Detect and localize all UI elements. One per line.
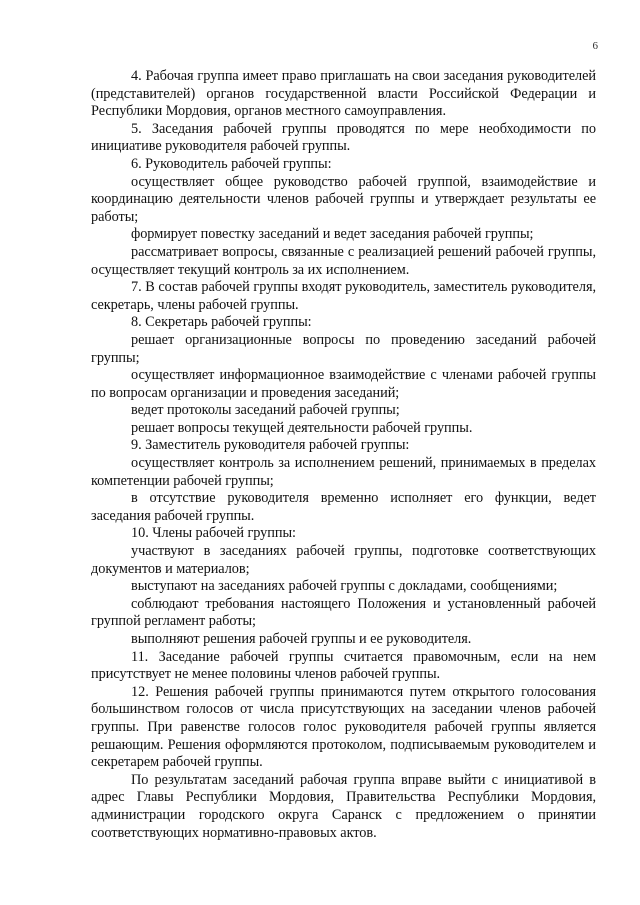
- paragraph-8-heading: 8. Секретарь рабочей группы:: [131, 314, 312, 331]
- page-number: 6: [592, 40, 598, 52]
- paragraph-8-item-2: осуществляет информационное взаимодействие с членами рабочей группы по вопросам организации и проведения заседаний;: [91, 367, 596, 401]
- paragraph-10-item-3: соблюдают требования настоящего Положения и установленный рабочей группой регламент работы;: [91, 595, 596, 630]
- paragraph-12: 12. Решения рабочей группы принимаются путем открытого голосования большинством голосов от числа присутствующих на заседании членов рабочей группы. При равенстве голосов голос руководителя рабочей группы является решающим. Решения оформляются протоколом, подписываемым руководителем и секретарем рабочей группы.: [91, 683, 596, 771]
- paragraph-6-item-3: рассматривает вопросы, связанные с реализацией решений рабочей группы, осуществляет текущий контроль за их исполнением.: [91, 243, 596, 278]
- paragraph-8-item-1: решает организационные вопросы по проведению заседаний рабочей группы;: [91, 331, 596, 366]
- paragraph-10-heading: 10. Члены рабочей группы:: [131, 525, 296, 542]
- paragraph-9-heading: 9. Заместитель руководителя рабочей группы:: [131, 437, 410, 454]
- paragraph-5: 5. Заседания рабочей группы проводятся по мере необходимости по инициативе руководителя рабочей группы.: [91, 120, 596, 155]
- document-body: [91, 68, 596, 842]
- paragraph-9-item-1: осуществляет контроль за исполнением решений, принимаемых в пределах компетенции рабочей группы;: [91, 455, 596, 489]
- paragraph-8-item-3: ведет протоколы заседаний рабочей группы;: [131, 402, 400, 419]
- paragraph-6-item-1: осуществляет общее руководство рабочей группой, взаимодействие и координацию деятельности членов рабочей группы и утверждает результаты ее работы;: [91, 173, 596, 225]
- paragraph-6-heading: 6. Руководитель рабочей группы:: [131, 155, 332, 172]
- paragraph-9-item-2: в отсутствие руководителя временно исполняет его функции, ведет заседания рабочей группы.: [91, 490, 596, 524]
- paragraph-8-item-4: решает вопросы текущей деятельности рабочей группы.: [131, 419, 473, 436]
- paragraph-final: По результатам заседаний рабочая группа вправе выйти с инициативой в адрес Главы Республики Мордовия, Правительства Республики Мордовия, администрации городского округа Саранск с предложением о принятии соответствующих нормативно-правовых актов.: [91, 771, 596, 841]
- paragraph-10-item-1: участвуют в заседаниях рабочей группы, подготовке соответствующих документов и материалов;: [91, 543, 596, 577]
- paragraph-10-item-4: выполняют решения рабочей группы и ее руководителя.: [131, 631, 472, 647]
- paragraph-11: 11. Заседание рабочей группы считается правомочным, если на нем присутствует не менее половины членов рабочей группы.: [91, 648, 596, 683]
- paragraph-10-item-2: выступают на заседаниях рабочей группы с докладами, сообщениями;: [131, 578, 558, 595]
- paragraph-7: 7. В состав рабочей группы входят руководитель, заместитель руководителя, секретарь, члены рабочей группы.: [91, 279, 596, 313]
- paragraph-6-item-2: формирует повестку заседаний и ведет заседания рабочей группы;: [131, 226, 534, 243]
- paragraph-4: 4. Рабочая группа имеет право приглашать на свои заседания руководителей (представителей) органов государственной власти Российской Федерации и Республики Мордовия, органов местного самоуправления.: [91, 68, 596, 120]
